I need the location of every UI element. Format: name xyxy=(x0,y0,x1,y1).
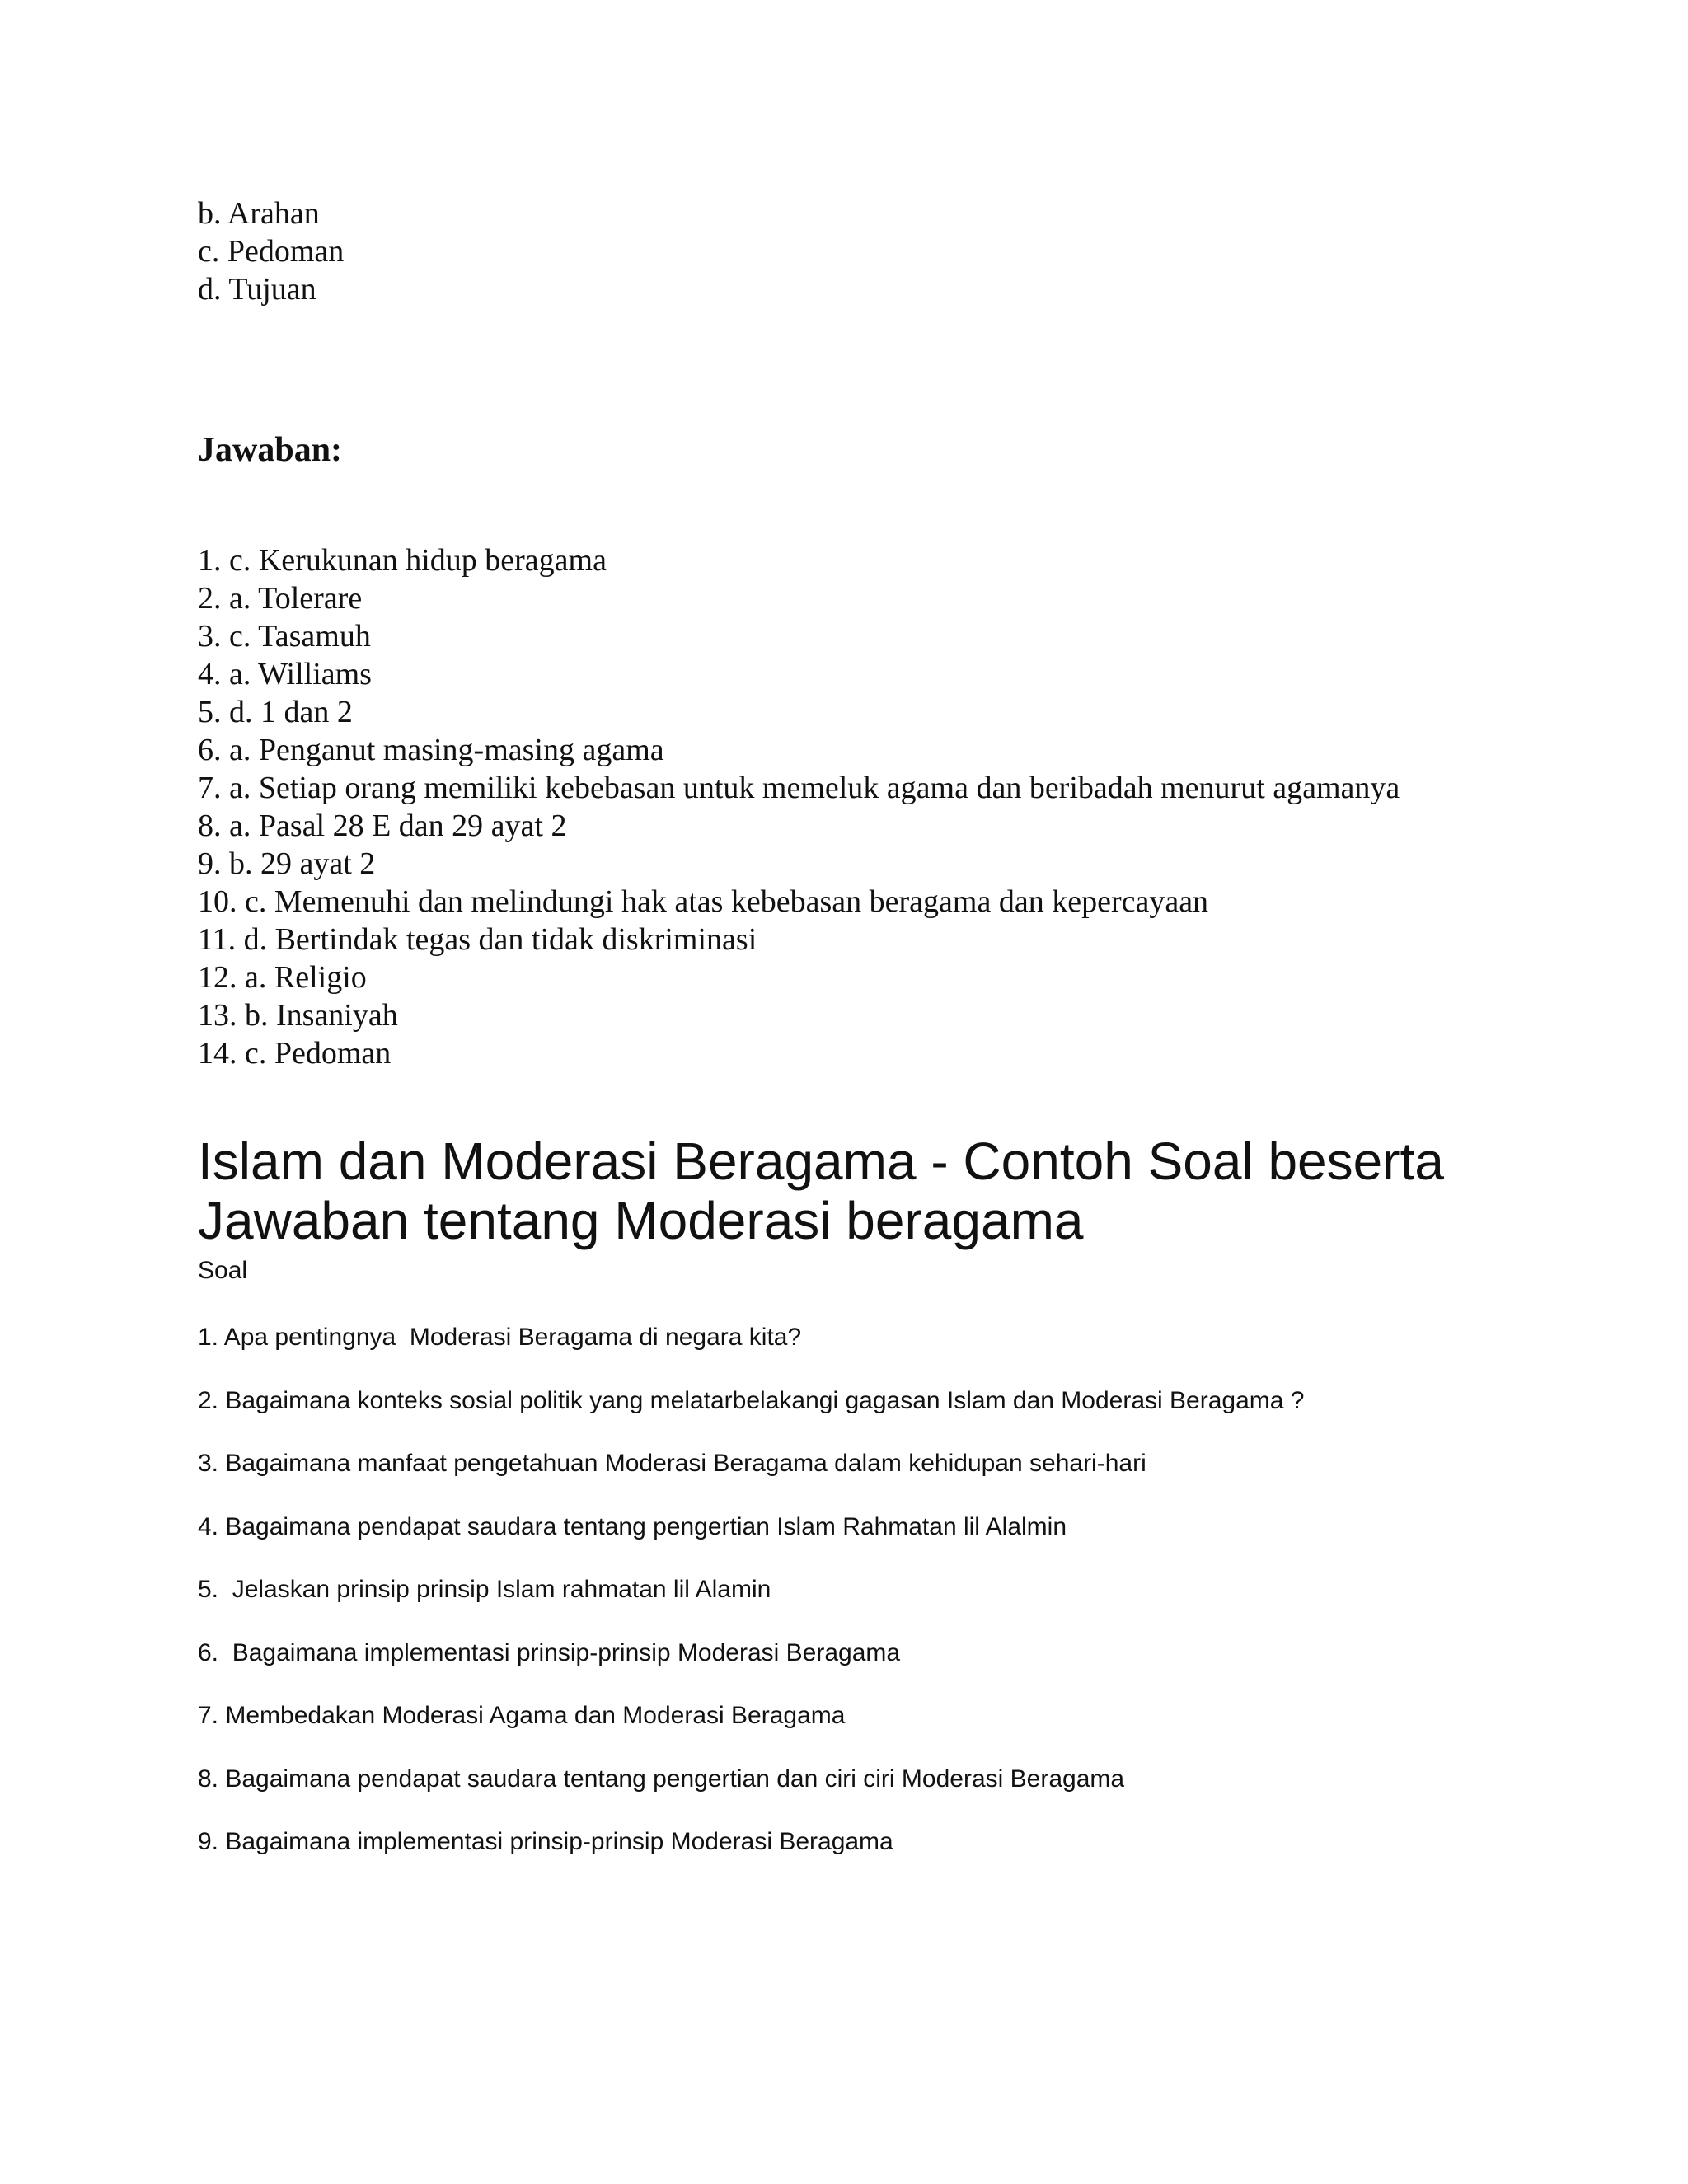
answer-item: 13. b. Insaniyah xyxy=(198,998,398,1033)
answer-item: 5. d. 1 dan 2 xyxy=(198,695,353,729)
jawaban-heading: Jawaban: xyxy=(198,431,343,469)
question-item: 7. Membedakan Moderasi Agama dan Moderasi Beragama xyxy=(198,1702,846,1729)
option-c: c. Pedoman xyxy=(198,234,345,269)
question-item: 5. Jelaskan prinsip prinsip Islam rahmatan lil Alamin xyxy=(198,1576,771,1603)
question-list xyxy=(198,1321,1564,1889)
answer-options-list xyxy=(198,194,1564,308)
soal-label: Soal xyxy=(198,1257,248,1284)
answer-item: 4. a. Williams xyxy=(198,657,372,691)
answer-item: 6. a. Penganut masing-masing agama xyxy=(198,733,664,767)
answer-item: 2. a. Tolerare xyxy=(198,581,363,616)
answer-key-list xyxy=(198,541,1564,1072)
question-item: 1. Apa pentingnya Moderasi Beragama di negara kita? xyxy=(198,1324,802,1351)
answer-item: 11. d. Bertindak tegas dan tidak diskriminasi xyxy=(198,922,757,957)
answer-item: 3. c. Tasamuh xyxy=(198,619,371,654)
answer-item: 8. a. Pasal 28 E dan 29 ayat 2 xyxy=(198,808,567,843)
answer-item: 14. c. Pedoman xyxy=(198,1036,392,1071)
question-item: 8. Bagaimana pendapat saudara tentang pengertian dan ciri ciri Moderasi Beragama xyxy=(198,1765,1125,1793)
question-item: 2. Bagaimana konteks sosial politik yang melatarbelakangi gagasan Islam dan Moderasi Beragama ? xyxy=(198,1386,1305,1414)
question-item: 3. Bagaimana manfaat pengetahuan Moderasi Beragama dalam kehidupan sehari-hari xyxy=(198,1450,1146,1477)
section-title: Islam dan Moderasi Beragama - Contoh Soal beserta Jawaban tentang Moderasi beragama xyxy=(198,1132,1444,1250)
answer-item: 9. b. 29 ayat 2 xyxy=(198,846,376,881)
question-item: 4. Bagaimana pendapat saudara tentang pengertian Islam Rahmatan lil Alalmin xyxy=(198,1512,1067,1540)
answer-item: 12. a. Religio xyxy=(198,960,367,995)
answer-item: 1. c. Kerukunan hidup beragama xyxy=(198,543,607,578)
answer-item: 10. c. Memenuhi dan melindungi hak atas kebebasan beragama dan kepercayaan xyxy=(198,884,1209,919)
question-item: 6. Bagaimana implementasi prinsip-prinsip Moderasi Beragama xyxy=(198,1638,901,1666)
answer-item: 7. a. Setiap orang memiliki kebebasan untuk memeluk agama dan beribadah menurut agamanya xyxy=(198,771,1400,805)
question-item: 9. Bagaimana implementasi prinsip-prinsip Moderasi Beragama xyxy=(198,1828,893,1855)
option-b: b. Arahan xyxy=(198,196,320,231)
option-d: d. Tujuan xyxy=(198,272,316,307)
